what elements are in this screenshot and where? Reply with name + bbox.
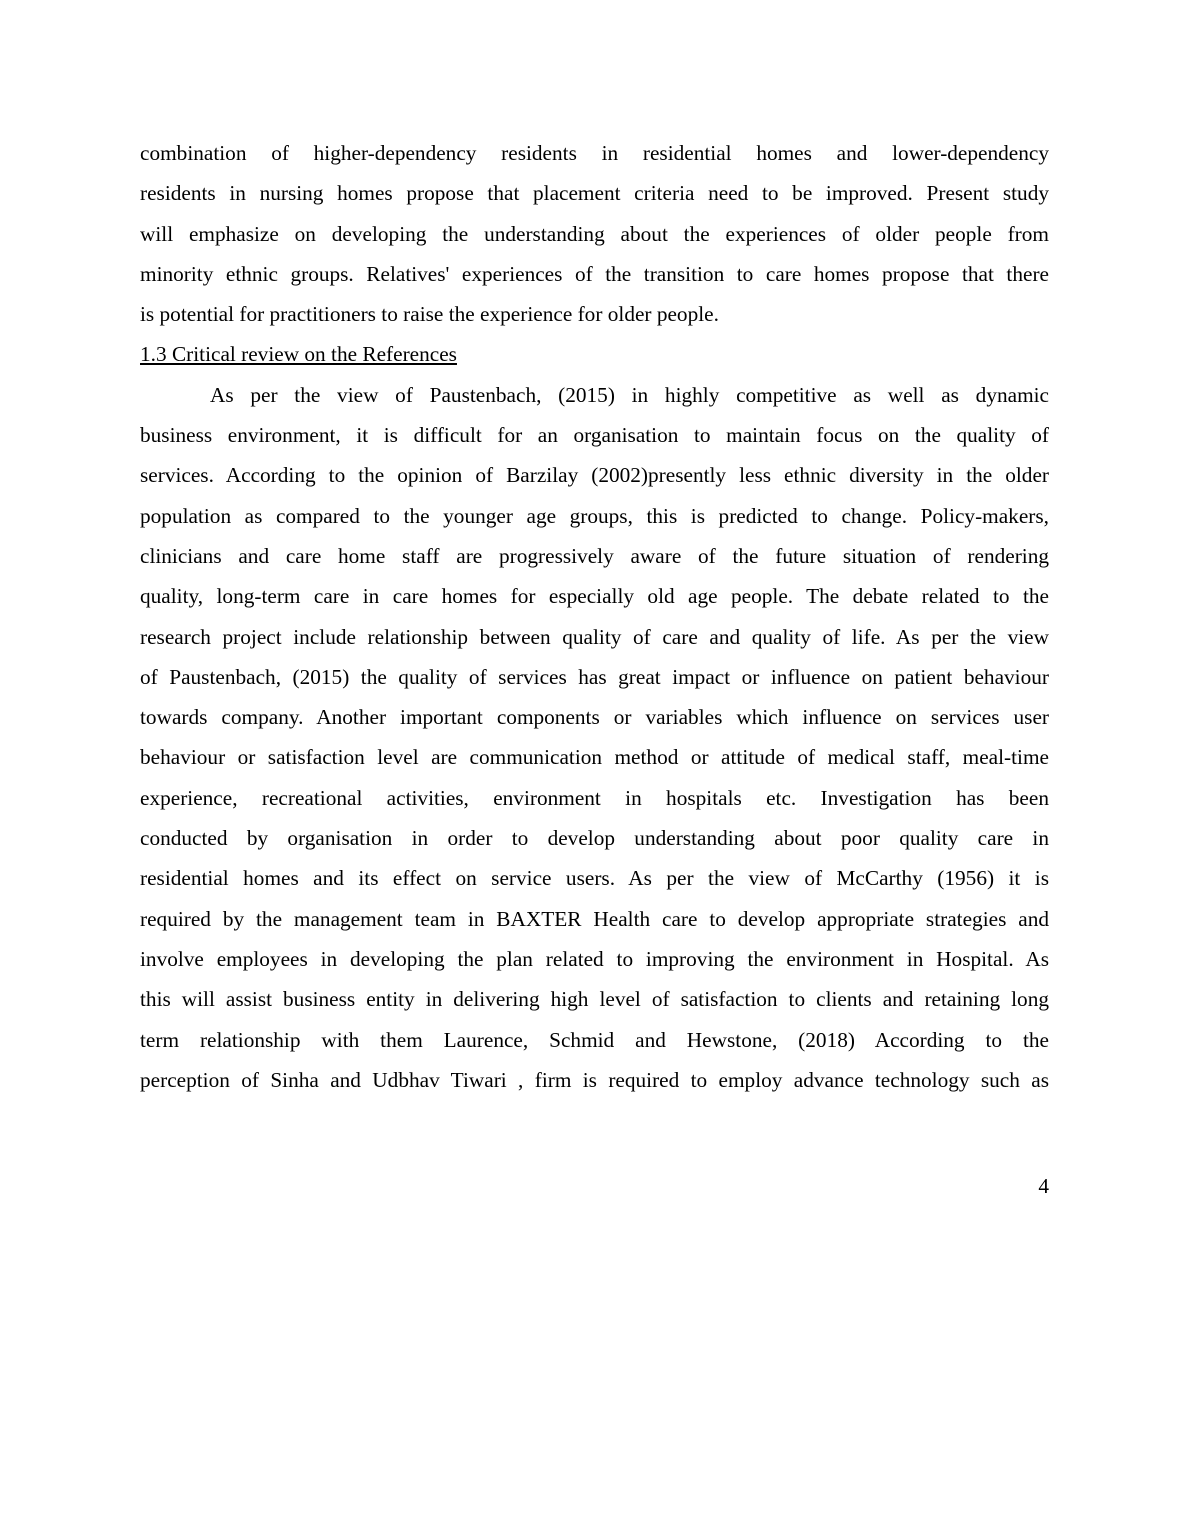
text-line: behaviour or satisfaction level are communication method or attitude of medical staff, meal-time bbox=[140, 745, 1049, 770]
text-line: towards company. Another important components or variables which influence on services user bbox=[140, 705, 1049, 730]
text-line: clinicians and care home staff are progressively aware of the future situation of rendering bbox=[140, 543, 1049, 568]
paragraph-1 bbox=[140, 138, 1049, 339]
text-line: population as compared to the younger age groups, this is predicted to change. Policy-makers, bbox=[140, 503, 1049, 528]
text-line: research project include relationship between quality of care and quality of life. As per the view bbox=[140, 624, 1049, 649]
text-line: conducted by organisation in order to develop understanding about poor quality care in bbox=[140, 826, 1049, 851]
text-line: combination of higher-dependency residents in residential homes and lower-dependency bbox=[140, 141, 1049, 165]
text-line: services. According to the opinion of Barzilay (2002)presently less ethnic diversity in the older bbox=[140, 463, 1049, 488]
text-line: perception of Sinha and Udbhav Tiwari , firm is required to employ advance technology such as bbox=[140, 1067, 1049, 1092]
document-body bbox=[140, 138, 1049, 1105]
text-line: term relationship with them Laurence, Schmid and Hewstone, (2018) According to the bbox=[140, 1027, 1049, 1052]
text-line: is potential for practitioners to raise the experience for older people. bbox=[140, 302, 719, 327]
paragraph-2 bbox=[140, 380, 1049, 1105]
text-line: residential homes and its effect on service users. As per the view of McCarthy (1956) it is bbox=[140, 866, 1049, 891]
text-line: this will assist business entity in delivering high level of satisfaction to clients and retaining long bbox=[140, 987, 1049, 1012]
text-line: of Paustenbach, (2015) the quality of services has great impact or influence on patient behaviour bbox=[140, 664, 1049, 689]
text-line: business environment, it is difficult for an organisation to maintain focus on the quality of bbox=[140, 423, 1049, 448]
text-line: quality, long-term care in care homes for especially old age people. The debate related to the bbox=[140, 584, 1049, 609]
text-line: involve employees in developing the plan related to improving the environment in Hospital. As bbox=[140, 946, 1049, 971]
text-line: will emphasize on developing the understanding about the experiences of older people from bbox=[140, 221, 1049, 246]
text-line: As per the view of Paustenbach, (2015) in highly competitive as well as dynamic bbox=[210, 382, 1049, 407]
page-number: 4 bbox=[1038, 1174, 1049, 1198]
section-heading: 1.3 Critical review on the References bbox=[140, 342, 457, 367]
text-line: required by the management team in BAXTER Health care to develop appropriate strategies and bbox=[140, 906, 1049, 931]
text-line: experience, recreational activities, environment in hospitals etc. Investigation has been bbox=[140, 785, 1049, 810]
text-line: residents in nursing homes propose that placement criteria need to be improved. Present study bbox=[140, 181, 1049, 206]
text-line: minority ethnic groups. Relatives' experiences of the transition to care homes propose that there bbox=[140, 261, 1049, 286]
